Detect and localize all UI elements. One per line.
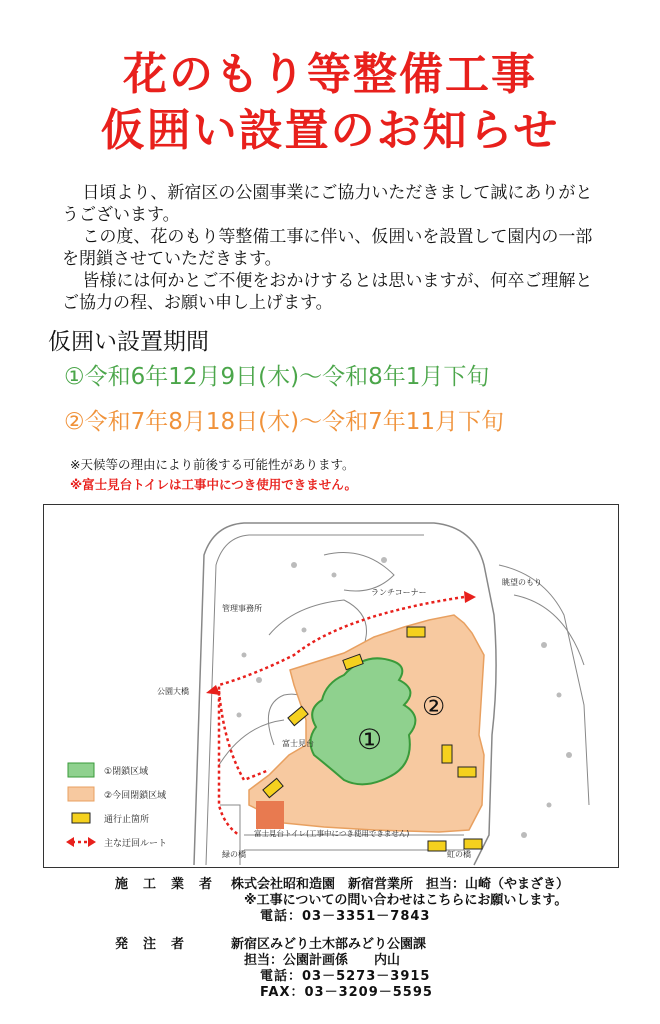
label-niji-bashi: 虹の橋 — [447, 850, 471, 859]
legend-zone2-label: ②今回閉鎖区域 — [104, 791, 167, 801]
label-chobo: 眺望のもり — [502, 578, 542, 587]
blocked-marker — [407, 627, 425, 637]
park-map — [43, 504, 619, 868]
blocked-marker — [464, 839, 482, 849]
intro-paragraphs — [62, 182, 602, 314]
detour-arrow-2 — [206, 685, 220, 695]
blocked-marker — [428, 841, 446, 851]
zone1-marker: ① — [357, 723, 383, 756]
legend-detour-label: 主な迂回ルート — [104, 839, 168, 849]
title-line-2: 仮囲い設置のお知らせ — [100, 105, 560, 156]
legend-zone2-swatch — [68, 787, 94, 801]
client-tel: 電話：03－5273－3915 — [260, 969, 431, 984]
client-fax: FAX：03－3209－5595 — [260, 985, 433, 1000]
legend — [66, 763, 167, 849]
detour-route-end — [219, 691, 269, 780]
period-item-2: ②令和7年8月18日(木)～令和7年11月下旬 — [64, 409, 504, 435]
legend-detour-arrow-right — [88, 837, 96, 847]
label-fujimidai: 富士見台 — [282, 739, 314, 748]
paragraph-2: この度、花のもり等整備工事に伴い、仮囲いを設置して園内の一部を閉鎖させていただきます。 — [62, 227, 593, 269]
contractor-label: 施 工 業 者 — [115, 877, 214, 892]
client-dept: 新宿区みどり土木部みどり公園課 — [231, 937, 427, 952]
contractor-tel: 電話：03－3351－7843 — [260, 909, 431, 924]
weather-note: ※天候等の理由により前後する可能性があります。 — [70, 457, 355, 472]
label-kanri: 管理事務所 — [222, 604, 262, 613]
contractor-note: ※工事についての問い合わせはこちらにお願いします。 — [244, 893, 568, 908]
legend-blocked-swatch — [72, 813, 90, 823]
label-toilet: 富士見台トイレ(工事中につき使用できません) — [254, 829, 410, 838]
period-heading: 仮囲い設置期間 — [48, 329, 209, 355]
contractor-company: 株式会社昭和造園 新宿営業所 担当：山崎（やまざき） — [231, 877, 570, 892]
title-line-1: 花のもり等整備工事 — [123, 49, 537, 100]
toilet-note: ※富士見台トイレは工事中につき使用できません。 — [70, 477, 358, 492]
legend-detour-arrow-left — [66, 837, 74, 847]
client-person: 担当：公園計画係 内山 — [244, 953, 401, 968]
label-midori-bashi: 緑の橋 — [222, 850, 246, 859]
legend-zone1-swatch — [68, 763, 94, 777]
paragraph-1: 日頃より、新宿区の公園事業にご協力いただきまして誠にありがとうございます。 — [62, 183, 593, 225]
period-item-1: ①令和6年12月9日(木)～令和8年1月下旬 — [64, 364, 490, 390]
zone2-marker: ② — [422, 692, 446, 722]
toilet-area — [256, 801, 284, 829]
legend-blocked-label: 通行止箇所 — [104, 815, 150, 825]
blocked-marker — [458, 767, 476, 777]
legend-zone1-label: ①閉鎖区域 — [104, 767, 149, 777]
detour-arrow-1 — [464, 591, 476, 603]
label-lunch: ランチコーナー — [371, 588, 427, 597]
client-label: 発 注 者 — [115, 937, 186, 952]
paragraph-3: 皆様には何かとご不便をおかけするとは思いますが、何卒ご理解とご協力の程、お願い申し上げます。 — [62, 271, 593, 313]
label-koen-ohashi: 公園大橋 — [157, 687, 189, 696]
blocked-marker — [442, 745, 452, 763]
